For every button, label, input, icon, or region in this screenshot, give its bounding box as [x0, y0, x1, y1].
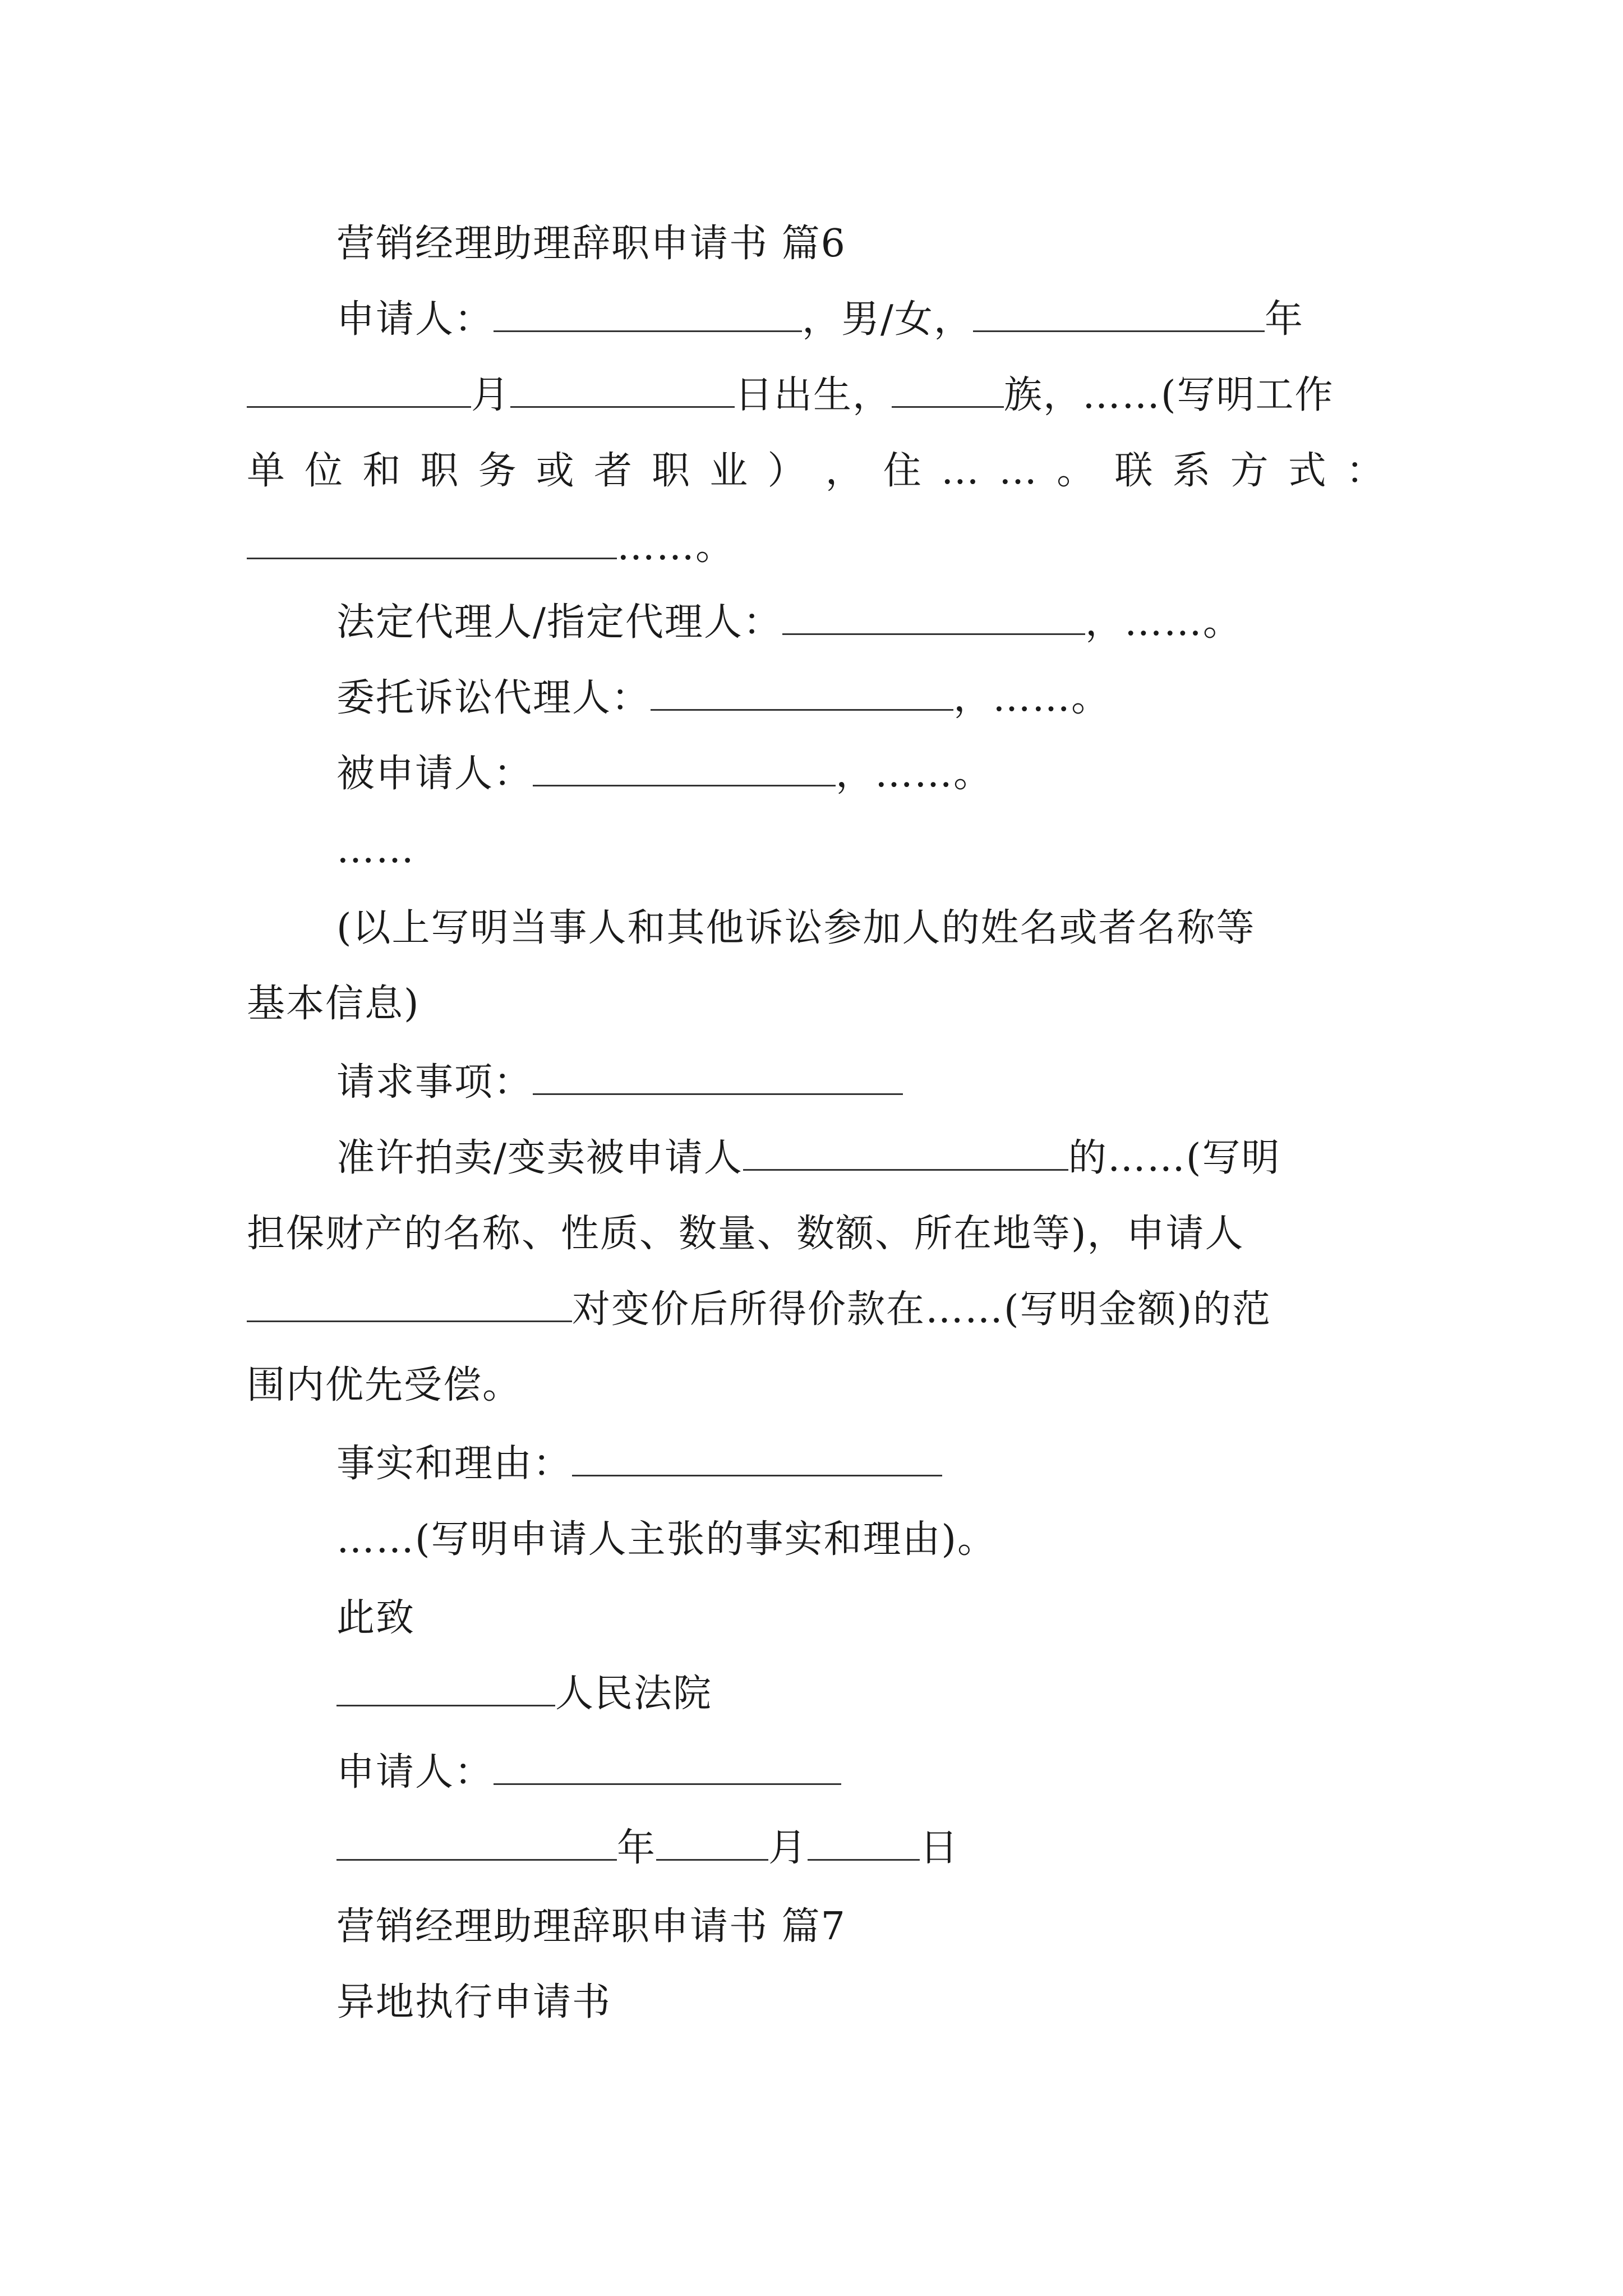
legal-agent-line [336, 597, 1385, 648]
contact-line [247, 522, 1385, 572]
respondent-suffix: ，……。 [836, 752, 993, 796]
subtitle-line [336, 1977, 1385, 2028]
char: 或 [536, 449, 575, 493]
applicant-label: 申请人： [336, 297, 494, 342]
signature-line [336, 1747, 1385, 1798]
legal-agent-blank [782, 599, 1085, 635]
char: 者 [593, 449, 633, 493]
gender-text: ，男/女， [802, 297, 973, 342]
contact-ellipsis: ……。 [617, 524, 735, 569]
date-day-blank [808, 1824, 920, 1861]
birth-text: 日出生， [735, 373, 892, 417]
char: 和 [362, 449, 402, 493]
entrusted-agent-line [336, 673, 1385, 724]
note-line-2 [247, 979, 1385, 1029]
legal-agent-label: 法定代理人/指定代理人： [336, 600, 782, 645]
court-line [336, 1669, 1385, 1719]
respondent-blank [533, 750, 836, 786]
ellipsis-line [336, 825, 1385, 875]
heading-text: 营销经理助理辞职申请书 篇6 [336, 222, 846, 266]
signature-label: 申请人： [336, 1750, 494, 1795]
respondent-name-blank [743, 1134, 1068, 1171]
salutation-line [336, 1593, 1385, 1644]
char: 务 [478, 449, 518, 493]
auction-line [336, 1133, 1385, 1184]
char: … [999, 449, 1039, 493]
birth-line [247, 370, 1385, 421]
char: 方 [1230, 449, 1270, 493]
facts-line [336, 1439, 1385, 1489]
month-text: 月 [471, 373, 511, 417]
request-items-blank [533, 1059, 903, 1095]
entrusted-agent-suffix: ，……。 [953, 676, 1111, 720]
applicant-name-blank [494, 296, 802, 332]
char: … [940, 449, 980, 493]
year-text: 年 [1264, 297, 1304, 342]
work-unit-line [247, 446, 1385, 496]
char: 。 [1057, 449, 1096, 493]
respondent-label: 被申请人： [336, 752, 533, 796]
char: ： [1345, 449, 1385, 493]
note-text-2: 基本信息) [247, 982, 420, 1026]
date-year-blank [336, 1824, 617, 1861]
date-day-text: 日 [920, 1826, 960, 1870]
char: ， [825, 449, 865, 493]
legal-agent-suffix: ，……。 [1085, 600, 1242, 645]
facts-detail-line [336, 1515, 1385, 1565]
facts-label: 事实和理由： [336, 1442, 573, 1486]
salutation-text: 此致 [336, 1596, 416, 1640]
property-line [247, 1209, 1385, 1259]
char: 职 [652, 449, 691, 493]
note-line-1 [336, 903, 1385, 954]
ethnicity-blank [892, 371, 1004, 408]
char: 联 [1114, 449, 1154, 493]
request-items-label: 请求事项： [336, 1060, 533, 1105]
facts-detail-text: ……(写明申请人主张的事实和理由)。 [336, 1517, 997, 1562]
ethnicity-text: 族，……(写明工作 [1004, 373, 1334, 417]
auction-suffix: 的……(写明 [1068, 1136, 1281, 1180]
date-year-text: 年 [617, 1826, 657, 1870]
char: 职 [420, 449, 460, 493]
facts-blank [572, 1440, 942, 1476]
request-items-line [336, 1057, 1385, 1108]
priority-text: 对变价后所得价款在……(写明金额)的范 [572, 1287, 1272, 1332]
respondent-line [336, 749, 1385, 799]
char: ） [767, 449, 807, 493]
char: 位 [305, 449, 344, 493]
heading-text-2: 营销经理助理辞职申请书 篇7 [336, 1904, 846, 1949]
property-text: 担保财产的名称、性质、数量、数额、所在地等)，申请人 [247, 1212, 1244, 1256]
court-name-blank [336, 1670, 555, 1706]
auction-text: 准许拍卖/变卖被申请人 [336, 1136, 743, 1180]
date-month-blank [656, 1824, 768, 1861]
char: 单 [247, 449, 287, 493]
date-month-text: 月 [768, 1826, 808, 1870]
priority-line-2 [247, 1360, 1385, 1411]
birth-day-blank [510, 371, 735, 408]
birth-month-blank [247, 371, 471, 408]
priority-text-2: 围内优先受偿。 [247, 1363, 522, 1407]
entrusted-agent-label: 委托诉讼代理人： [336, 676, 651, 720]
applicant-name-blank-2 [247, 1286, 572, 1322]
subtitle-text: 异地执行申请书 [336, 1980, 612, 2024]
char: 业 [709, 449, 749, 493]
section-heading-2 [336, 1902, 1385, 1952]
section-heading [336, 219, 1385, 269]
char: 系 [1172, 449, 1212, 493]
court-text: 人民法院 [555, 1672, 713, 1716]
char: 住 [883, 449, 923, 493]
entrusted-agent-blank [651, 674, 953, 711]
birth-year-blank [973, 296, 1265, 332]
priority-line [247, 1285, 1385, 1335]
char: 式 [1288, 449, 1327, 493]
signature-blank [494, 1749, 841, 1785]
applicant-line [336, 295, 1385, 345]
contact-blank [247, 523, 617, 559]
note-text-1: (以上写明当事人和其他诉讼参加人的姓名或者名称等 [336, 906, 1256, 950]
date-line [336, 1823, 1385, 1874]
ellipsis-text: …… [336, 827, 415, 872]
